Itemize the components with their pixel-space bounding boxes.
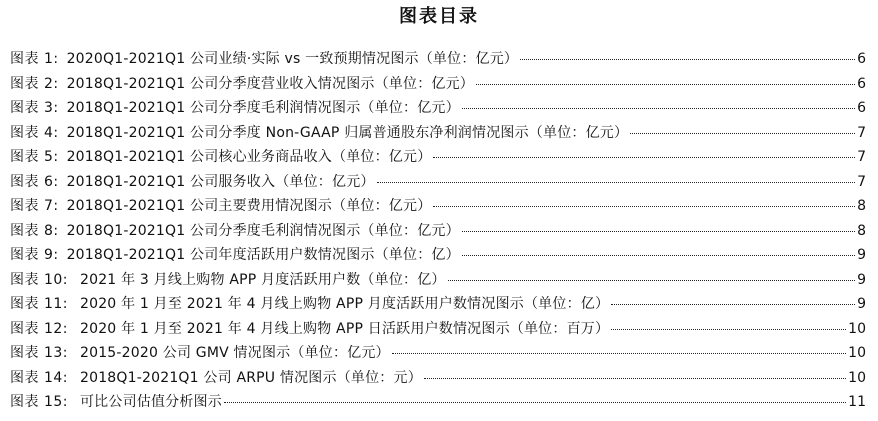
toc-entry[interactable] — [10, 390, 866, 415]
entry-label: 图表 14: — [10, 369, 68, 386]
entry-page-number: 6 — [857, 75, 866, 92]
entry-label: 图表 9: — [10, 247, 59, 263]
entry-page-number: 8 — [857, 198, 866, 214]
entry-title: 2018Q1-2021Q1 公司服务收入（单位：亿元） — [66, 173, 375, 190]
entry-label: 图表 10: — [10, 271, 68, 288]
entry-title: 2018Q1-2021Q1 公司主要费用情况图示（单位：亿元） — [66, 198, 432, 214]
entry-label: 图表 15: — [10, 394, 68, 410]
dot-leader — [224, 402, 846, 403]
dot-leader — [520, 59, 855, 60]
dot-leader — [448, 280, 855, 281]
entry-page-number: 7 — [857, 149, 866, 165]
figure-list — [10, 47, 866, 415]
dot-leader — [630, 133, 855, 134]
dot-leader — [433, 157, 855, 158]
entry-title: 2018Q1-2021Q1 公司分季度 Non-GAAP 归属普通股东净利润情况图示（单位：亿元） — [66, 124, 629, 141]
dot-leader — [476, 84, 855, 85]
entry-page-number: 7 — [857, 124, 866, 141]
toc-entry[interactable] — [10, 268, 866, 293]
toc-title: 图表目录 — [399, 6, 479, 27]
toc-entry[interactable] — [10, 121, 866, 146]
entry-label: 图表 4: — [10, 124, 59, 141]
dot-leader — [424, 378, 846, 379]
entry-label: 图表 8: — [10, 222, 59, 239]
entry-page-number: 10 — [848, 369, 866, 386]
toc-entry[interactable] — [10, 317, 866, 342]
dot-leader — [611, 329, 846, 330]
entry-label: 图表 7: — [10, 198, 59, 214]
toc-entry[interactable] — [10, 145, 866, 170]
entry-page-number: 9 — [857, 271, 866, 288]
dot-leader — [433, 206, 855, 207]
entry-page-number: 6 — [857, 100, 866, 116]
entry-page-number: 10 — [848, 345, 866, 361]
entry-title: 2018Q1-2021Q1 公司分季度毛利润情况图示（单位：亿元） — [66, 222, 460, 239]
dot-leader — [392, 353, 846, 354]
entry-title: 2018Q1-2021Q1 公司 ARPU 情况图示（单位：元） — [79, 369, 422, 386]
dot-leader — [462, 108, 855, 109]
entry-page-number: 7 — [857, 173, 866, 190]
entry-label: 图表 13: — [10, 345, 68, 361]
toc-entry[interactable] — [10, 170, 866, 195]
entry-page-number: 10 — [848, 320, 866, 337]
entry-label: 图表 1: — [10, 51, 59, 67]
entry-page-number: 8 — [857, 222, 866, 239]
entry-label: 图表 6: — [10, 173, 59, 190]
entry-label: 图表 5: — [10, 149, 59, 165]
entry-title: 2020Q1-2021Q1 公司业绩·实际 vs 一致预期情况图示（单位：亿元） — [66, 51, 519, 67]
entry-page-number: 6 — [857, 51, 866, 67]
entry-label: 图表 11: — [10, 296, 68, 312]
entry-title: 2021 年 3 月线上购物 APP 月度活跃用户数（单位：亿） — [79, 271, 446, 288]
toc-entry[interactable] — [10, 194, 866, 219]
toc-entry[interactable] — [10, 341, 866, 366]
entry-title: 2015-2020 公司 GMV 情况图示（单位：亿元） — [79, 345, 390, 361]
entry-label: 图表 12: — [10, 320, 68, 337]
entry-page-number: 9 — [857, 247, 866, 263]
entry-title: 可比公司估值分析图示 — [79, 394, 222, 410]
dot-leader — [462, 231, 855, 232]
toc-entry[interactable] — [10, 47, 866, 72]
entry-page-number: 9 — [857, 296, 866, 312]
dot-leader — [377, 182, 855, 183]
toc-entry[interactable] — [10, 243, 866, 268]
entry-label: 图表 3: — [10, 100, 59, 116]
dot-leader — [462, 255, 855, 256]
toc-entry[interactable] — [10, 96, 866, 121]
entry-page-number: 11 — [848, 394, 866, 410]
toc-entry[interactable] — [10, 72, 866, 97]
entry-title: 2018Q1-2021Q1 公司分季度毛利润情况图示（单位：亿元） — [66, 100, 460, 116]
entry-title: 2020 年 1 月至 2021 年 4 月线上购物 APP 月度活跃用户数情况图示（单位：亿） — [79, 296, 610, 312]
toc-entry[interactable] — [10, 366, 866, 391]
entry-title: 2018Q1-2021Q1 公司分季度营业收入情况图示（单位：亿元） — [66, 75, 474, 92]
entry-title: 2020 年 1 月至 2021 年 4 月线上购物 APP 日活跃用户数情况图示（单位：百万） — [79, 320, 610, 337]
toc-entry[interactable] — [10, 292, 866, 317]
toc-entry[interactable] — [10, 219, 866, 244]
entry-label: 图表 2: — [10, 75, 59, 92]
entry-title: 2018Q1-2021Q1 公司核心业务商品收入（单位：亿元） — [66, 149, 432, 165]
dot-leader — [611, 304, 855, 305]
entry-title: 2018Q1-2021Q1 公司年度活跃用户数情况图示（单位：亿） — [66, 247, 460, 263]
